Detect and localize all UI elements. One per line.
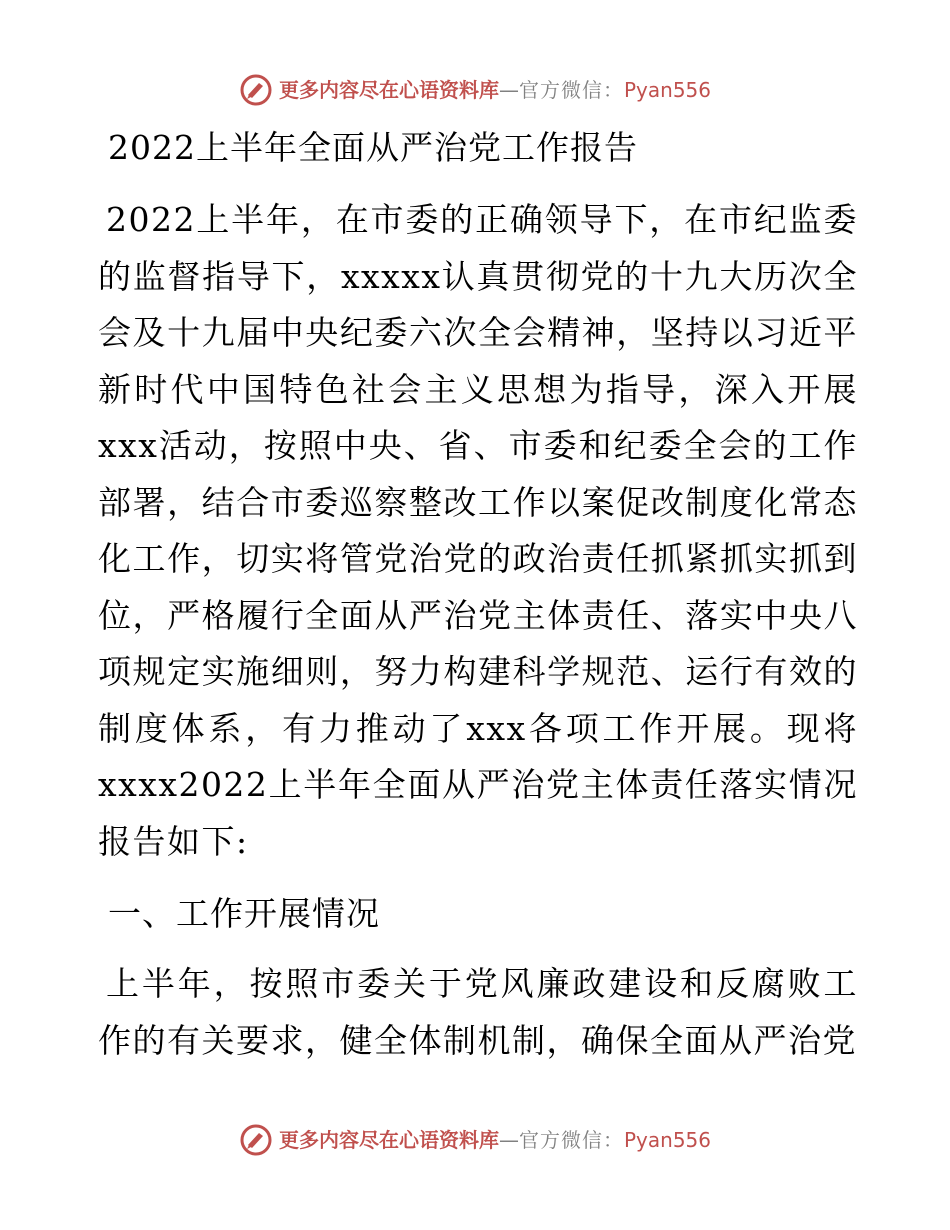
watermark-text <box>279 73 711 107</box>
watermark-brand: 更多内容尽在心语资料库 <box>278 78 499 102</box>
paragraph-intro <box>98 192 858 870</box>
watermark-brand: 更多内容尽在心语资料库 <box>278 1128 499 1152</box>
header-watermark <box>0 70 950 110</box>
document-body <box>98 124 858 1069</box>
watermark-id: Pyan556 <box>623 1128 711 1152</box>
paragraph-intro-text: 2022上半年，在市委的正确领导下，在市纪监委的监督指导下，xxxxx认真贯彻党的十九大历次全会及十九届中央纪委六次全会精神，坚持以习近平新时代中国特色社会主义思想为指导，深入开展xxx活动，按照中央、省、市委和纪委全会的工作部署，结合市委巡察整改工作以案促改制度化常态化工作，切实将管党治党的政治责任抓紧抓实抓到位，严格履行全面从严治党主体责任、落实中央八项规定实施细则，努力构建科学规范、运行有效的制度体系，有力推动了xxx各项工作开展。现将xxxx2022上半年全面从严治党主体责任落实情况报告如下: <box>98 200 858 861</box>
section-heading: 一、工作开展情况 <box>108 894 380 933</box>
watermark-dash: — <box>498 1128 519 1152</box>
brand-logo-icon <box>239 1123 273 1157</box>
paragraph-section-1 <box>98 956 858 1069</box>
document-title: 2022上半年全面从严治党工作报告 <box>108 128 638 167</box>
footer-watermark <box>0 1120 950 1160</box>
watermark-text <box>279 1123 711 1157</box>
paragraph-section-1-text: 上半年，按照市委关于党风廉政建设和反腐败工作的有关要求，健全体制机制，确保全面从严治党 <box>98 964 858 1060</box>
watermark-label: 官方微信： <box>518 78 624 102</box>
brand-logo-icon <box>239 73 273 107</box>
watermark-id: Pyan556 <box>623 78 711 102</box>
watermark-label: 官方微信： <box>518 1128 624 1152</box>
watermark-dash: — <box>498 78 519 102</box>
